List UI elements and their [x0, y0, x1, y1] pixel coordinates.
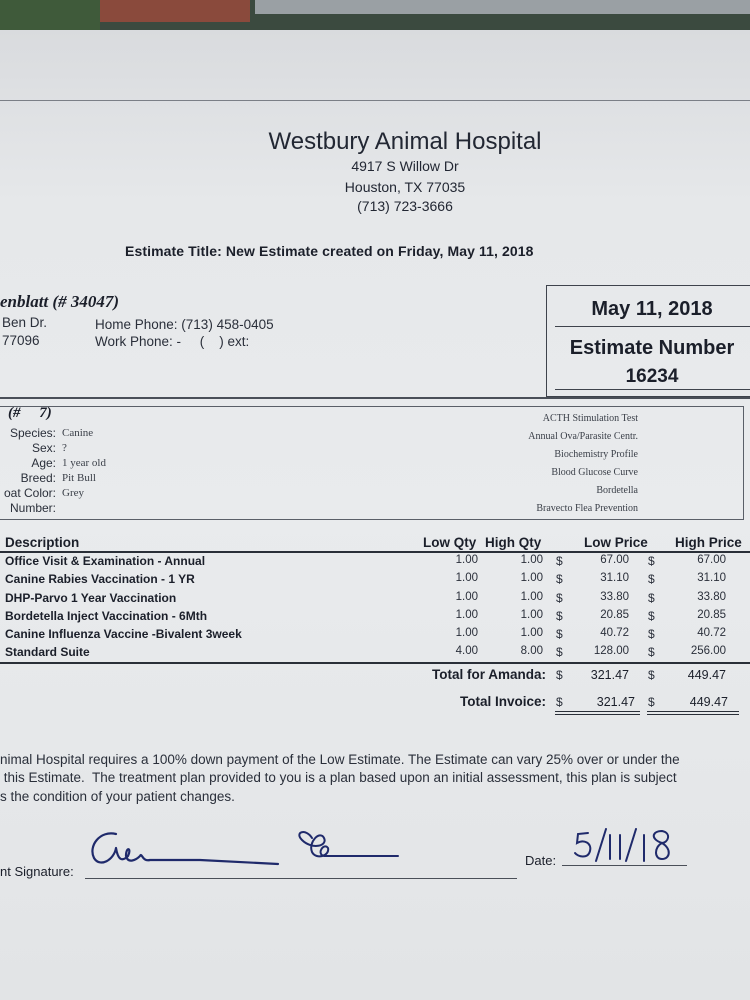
- row-low-price: 67.00: [600, 554, 629, 566]
- signature-label: nt Signature:: [0, 864, 74, 879]
- header-high-qty: High Qty: [485, 535, 542, 550]
- table-row: [0, 572, 750, 590]
- total-underline: [647, 714, 739, 715]
- patient-field-label: Age:: [31, 456, 56, 470]
- row-low-price: 40.72: [600, 627, 629, 639]
- row-description: Bordetella Inject Vaccination - 6Mth: [5, 609, 208, 623]
- currency-symbol: $: [556, 591, 563, 605]
- row-description: Office Visit & Examination - Annual: [5, 554, 206, 568]
- estimate-document: [0, 30, 750, 1000]
- header-description: Description: [5, 535, 80, 550]
- table-row: [0, 645, 750, 663]
- client-work-phone: Work Phone: - ( ) ext:: [95, 334, 250, 349]
- row-low-qty: 1.00: [455, 554, 478, 566]
- patient-field-value: Pit Bull: [62, 472, 96, 484]
- currency-symbol: $: [556, 627, 563, 641]
- row-high-price: 67.00: [697, 554, 726, 566]
- reminder-item: Bordetella: [596, 485, 638, 496]
- patient-field-label: oat Color:: [3, 486, 56, 500]
- patient-field-value: 1 year old: [62, 457, 106, 469]
- patient-field-value: ?: [62, 442, 67, 454]
- top-rule: [0, 100, 750, 101]
- row-high-qty: 1.00: [520, 591, 543, 603]
- background-window: [255, 0, 750, 14]
- row-low-price: 20.85: [600, 609, 629, 621]
- header-low-price: Low Price: [584, 535, 648, 550]
- estimate-number: 16234: [625, 366, 679, 387]
- row-low-qty: 1.00: [455, 609, 478, 621]
- patient-field-label: Sex:: [31, 441, 56, 455]
- row-high-price: 31.10: [697, 572, 726, 584]
- currency-symbol: $: [648, 554, 655, 568]
- row-description: DHP-Parvo 1 Year Vaccination: [5, 591, 177, 605]
- currency-symbol: $: [556, 572, 563, 586]
- estimate-title: Estimate Title: New Estimate created on Friday, May 11, 2018: [125, 243, 534, 259]
- currency-symbol: $: [648, 695, 655, 709]
- row-high-price: 20.85: [697, 609, 726, 621]
- currency-symbol: $: [556, 554, 563, 568]
- currency-symbol: $: [556, 645, 563, 659]
- table-row: [0, 609, 750, 627]
- estimate-box: [546, 285, 750, 397]
- header-rule: [0, 551, 750, 553]
- row-low-qty: 4.00: [455, 645, 478, 657]
- table-row: [0, 554, 750, 572]
- background-brick: [100, 0, 250, 22]
- date-label: Date:: [525, 853, 557, 868]
- totals-rule: [0, 662, 750, 664]
- reminder-item: Bravecto Flea Prevention: [536, 503, 638, 514]
- total-for-low: 321.47: [590, 668, 629, 682]
- client-home-phone: Home Phone: (713) 458-0405: [95, 317, 274, 332]
- reminder-item: Biochemistry Profile: [554, 449, 638, 460]
- patient-id: (# 7): [8, 405, 52, 421]
- row-high-price: 256.00: [690, 645, 726, 657]
- total-underline: [555, 714, 640, 715]
- total-invoice-label: Total Invoice:: [459, 694, 546, 709]
- hospital-phone: (713) 723-3666: [357, 198, 453, 214]
- reminder-item: Annual Ova/Parasite Centr.: [528, 431, 638, 442]
- total-underline: [555, 711, 640, 712]
- currency-symbol: $: [556, 695, 563, 709]
- row-high-qty: 1.00: [520, 609, 543, 621]
- row-high-qty: 8.00: [520, 645, 543, 657]
- row-high-qty: 1.00: [520, 572, 543, 584]
- client-zip: 77096: [2, 333, 40, 348]
- row-low-qty: 1.00: [455, 627, 478, 639]
- row-high-qty: 1.00: [520, 627, 543, 639]
- estimate-box-rule: [555, 326, 750, 327]
- row-low-price: 31.10: [600, 572, 629, 584]
- row-high-price: 40.72: [697, 627, 726, 639]
- estimate-box-rule-bottom: [555, 389, 750, 390]
- header-high-price: High Price: [675, 535, 742, 550]
- client-name: enblatt (# 34047): [0, 292, 119, 311]
- row-low-qty: 1.00: [455, 572, 478, 584]
- disclaimer-line: nimal Hospital requires a 100% down payment of the Low Estimate. The Estimate can vary 25% over or under the: [0, 752, 680, 767]
- reminder-item: Blood Glucose Curve: [551, 467, 638, 478]
- total-for-label: Total for Amanda:: [432, 667, 546, 682]
- currency-symbol: $: [648, 591, 655, 605]
- currency-symbol: $: [556, 609, 563, 623]
- row-description: Canine Influenza Vaccine -Bivalent 3week: [5, 627, 242, 641]
- hospital-address-line2: Houston, TX 77035: [344, 179, 466, 195]
- background-foliage: [0, 0, 100, 32]
- hospital-name: Westbury Animal Hospital: [268, 128, 542, 155]
- currency-symbol: $: [648, 609, 655, 623]
- patient-field-value: Grey: [62, 487, 84, 499]
- patient-field-label: Species:: [9, 426, 56, 440]
- hospital-address-line1: 4917 S Willow Dr: [351, 158, 459, 174]
- estimate-date: May 11, 2018: [591, 298, 713, 320]
- handwritten-date: [570, 825, 680, 870]
- row-high-price: 33.80: [697, 591, 726, 603]
- table-row: [0, 591, 750, 609]
- total-for-high: 449.47: [687, 668, 726, 682]
- patient-field-label: Number:: [9, 501, 56, 515]
- currency-symbol: $: [648, 668, 655, 682]
- total-underline: [647, 711, 739, 712]
- disclaimer-line: this Estimate. The treatment plan provided to you is a plan based upon an initial assessment, this plan is subject: [0, 770, 677, 785]
- currency-symbol: $: [556, 668, 563, 682]
- row-low-qty: 1.00: [455, 591, 478, 603]
- total-invoice-high: 449.47: [689, 695, 728, 709]
- currency-symbol: $: [648, 572, 655, 586]
- row-low-price: 128.00: [593, 645, 629, 657]
- row-low-price: 33.80: [600, 591, 629, 603]
- row-description: Canine Rabies Vaccination - 1 YR: [5, 572, 195, 586]
- patient-field-label: Breed:: [20, 471, 56, 485]
- estimate-number-label: Estimate Number: [569, 337, 735, 359]
- section-divider: [0, 397, 750, 399]
- currency-symbol: $: [648, 627, 655, 641]
- patient-field-value: Canine: [62, 427, 94, 439]
- table-row: [0, 627, 750, 645]
- reminder-item: ACTH Stimulation Test: [542, 413, 638, 424]
- row-description: Standard Suite: [5, 645, 90, 659]
- currency-symbol: $: [648, 645, 655, 659]
- client-street: Ben Dr.: [2, 315, 48, 330]
- handwritten-signature: [80, 820, 410, 880]
- disclaimer-line: s the condition of your patient changes.: [0, 789, 235, 804]
- total-invoice-low: 321.47: [596, 695, 635, 709]
- row-high-qty: 1.00: [520, 554, 543, 566]
- header-low-qty: Low Qty: [423, 535, 477, 550]
